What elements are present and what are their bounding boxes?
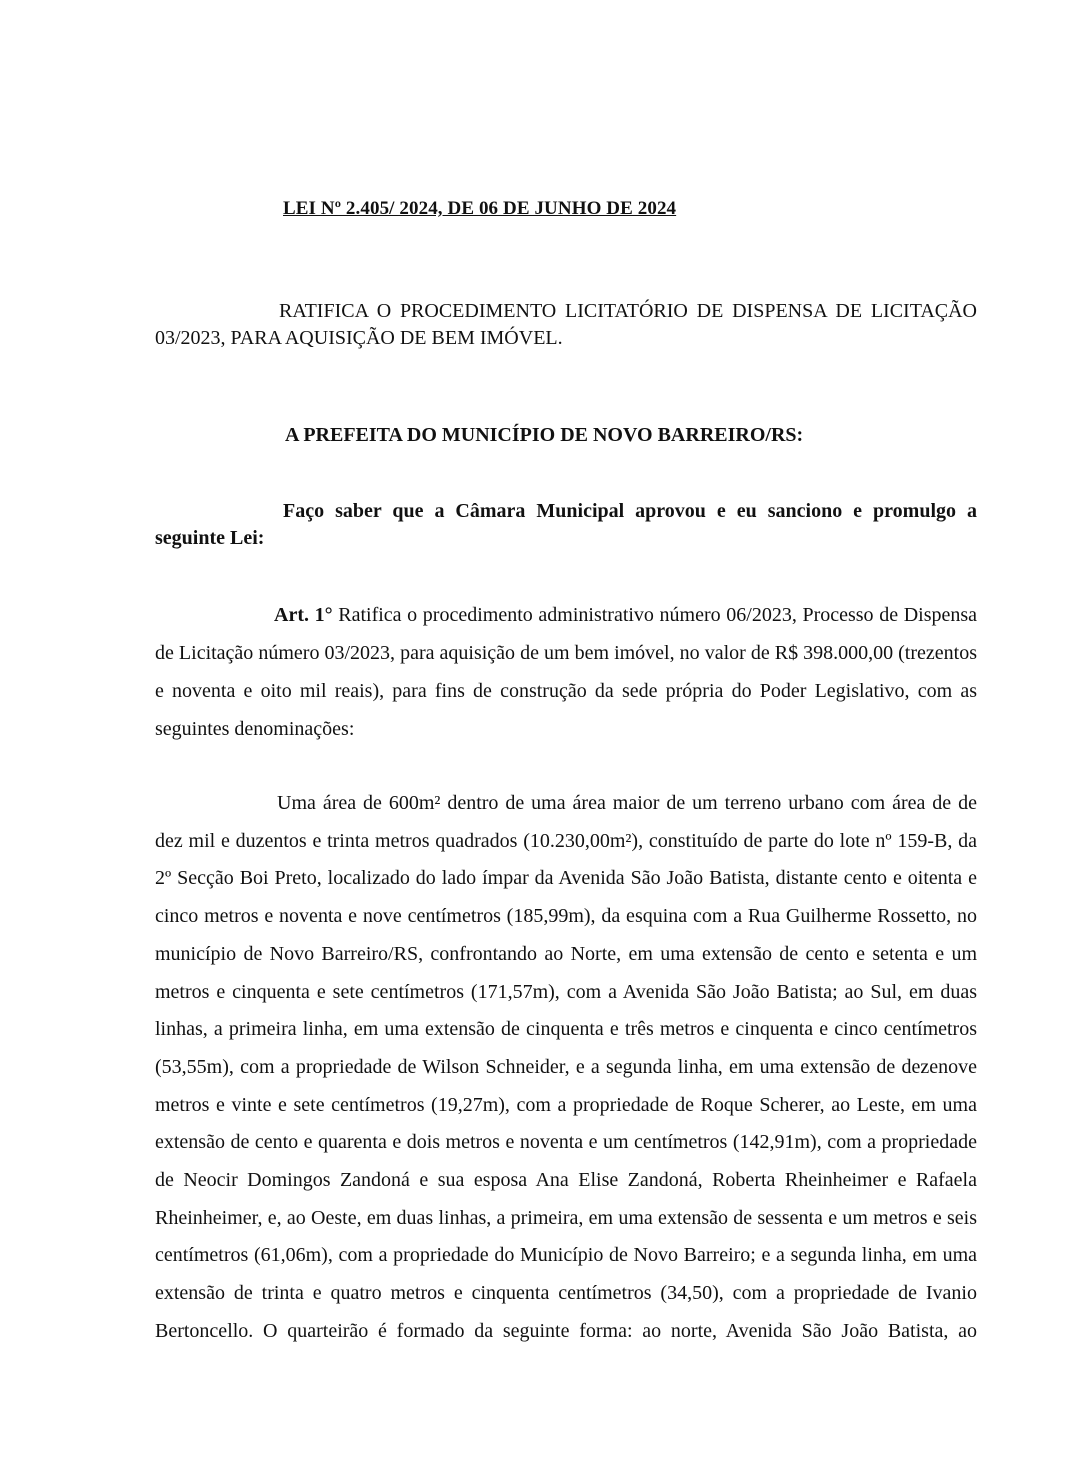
article-1-label: Art. 1°	[274, 604, 333, 626]
law-title: LEI Nº 2.405/ 2024, DE 06 DE JUNHO DE 2024	[283, 198, 677, 219]
article-1	[155, 596, 977, 748]
article-1-text: Ratifica o procedimento administrativo número 06/2023, Processo de Dispensa de Licitação número 03/2023, para aquisição de um bem imóvel, no valor de R$ 398.000,00 (trezentos e noventa e oito mil reais), para fins de construção da sede própria do Poder Legislativo, com as seguintes denominações:	[155, 604, 978, 740]
law-summary: RATIFICA O PROCEDIMENTO LICITATÓRIO DE DISPENSA DE LICITAÇÃO 03/2023, PARA AQUISIÇÃO DE BEM IMÓVEL.	[155, 300, 977, 349]
enactment-clause: Faço saber que a Câmara Municipal aprovou e eu sanciono e promulgo a seguinte Lei:	[155, 500, 977, 549]
authority-heading: A PREFEITA DO MUNICÍPIO DE NOVO BARREIRO/RS:	[285, 424, 804, 446]
property-description: Uma área de 600m² dentro de uma área maior de um terreno urbano com área de de dez mil e duzentos e trinta metros quadrados (10.230,00m²), constituído de parte do lote nº 159-B, da 2º Secção Boi Preto, localizado do lado ímpar da Avenida São João Batista, distante cento e oitenta e cinco metros e noventa e nove centímetros (185,99m), da esquina com a Rua Guilherme Rossetto, no município de Novo Barreiro/RS, confrontando ao Norte, em uma extensão de cento e setenta e um metros e cinquenta e sete centímetros (171,57m), com a Avenida São João Batista; ao Sul, em duas linhas, a primeira linha, em uma extensão de cinquenta e três metros e cinquenta e cinco centímetros (53,55m), com a propriedade de Wilson Schneider, e a segunda linha, em uma extensão de dezenove metros e vinte e sete centímetros (19,27m), com a propriedade de Roque Scherer, ao Leste, em uma extensão de cento e quarenta e dois metros e noventa e um centímetros (142,91m), com a propriedade de Neocir Domingos Zandoná e sua esposa Ana Elise Zandoná, Roberta Rheinheimer e Rafaela Rheinheimer, e, ao Oeste, em duas linhas, a primeira, em uma extensão de sessenta e um metros e seis centímetros (61,06m), com a propriedade do Município de Novo Barreiro; e a segunda linha, em uma extensão de trinta e quatro metros e cinquenta centímetros (34,50), com a propriedade de Ivanio Bertoncello. O quarteirão é formado da seguinte forma: ao norte, Avenida São João Batista, ao	[155, 792, 977, 1342]
